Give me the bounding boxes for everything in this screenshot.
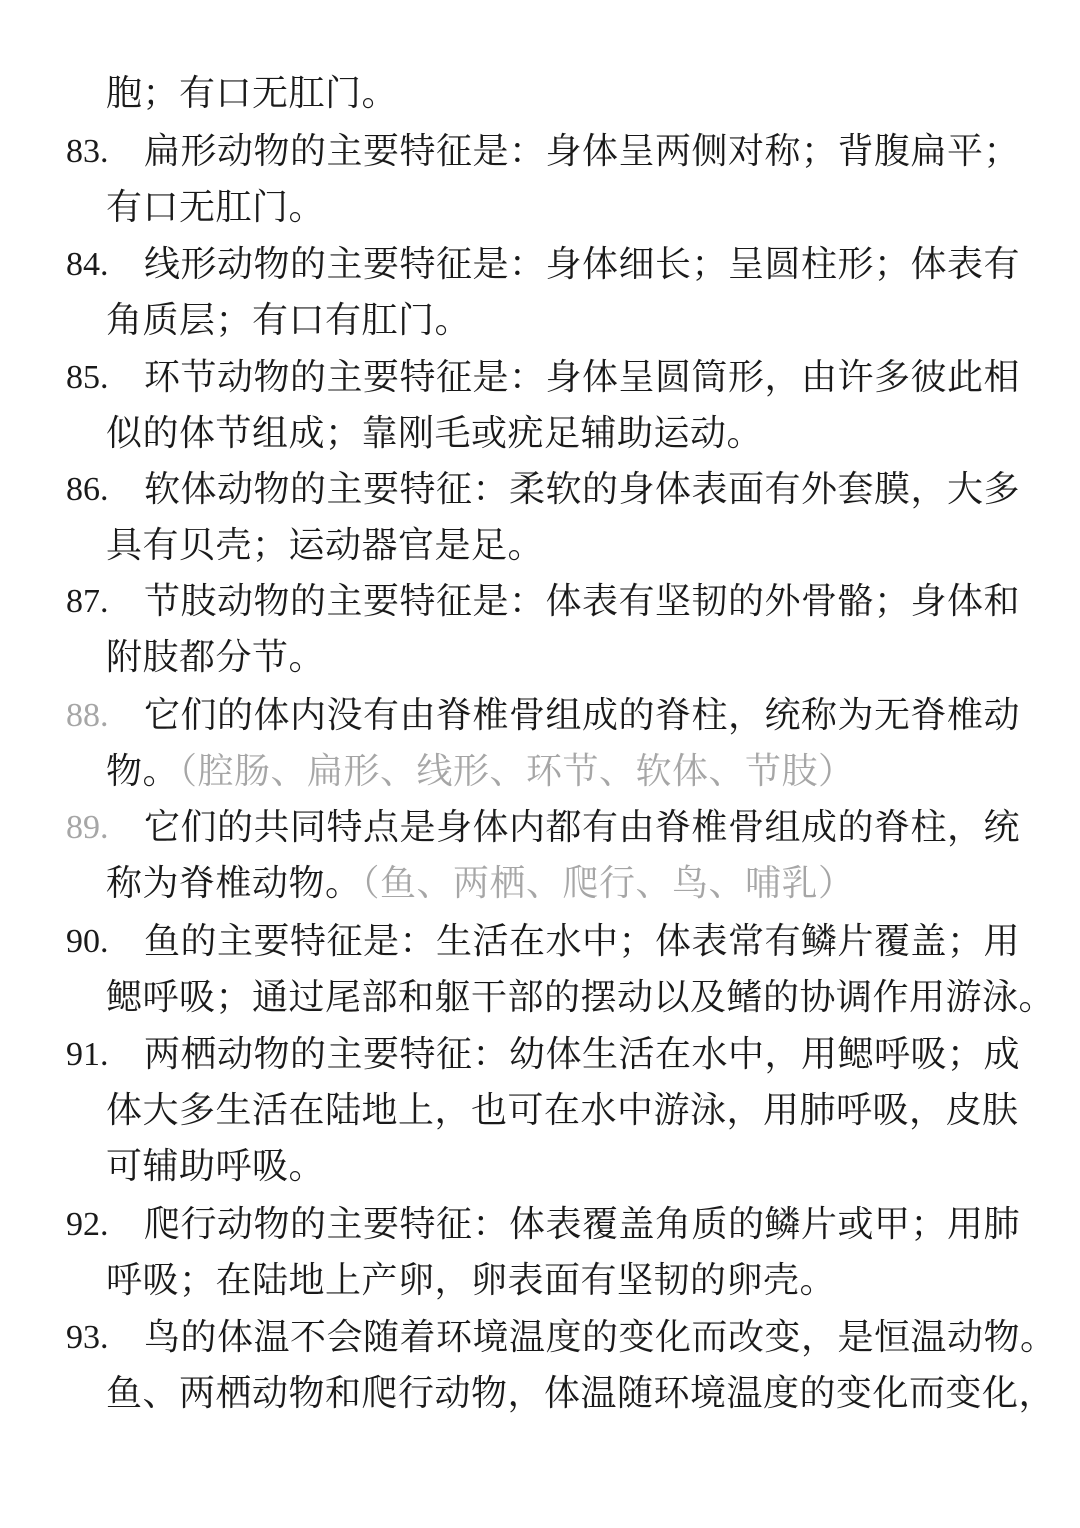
item-88-line-1: 它们的体内没有由脊椎骨组成的脊柱，统称为无脊椎动 <box>144 695 1021 736</box>
item-number-93: 93. <box>66 1319 109 1356</box>
item-87-line-2: 附肢都分节。 <box>106 637 326 678</box>
lead-line: 胞；有口无肛门。 <box>106 73 399 114</box>
item-number-88: 88. <box>66 697 109 734</box>
item-83-line-2: 有口无肛门。 <box>106 187 326 228</box>
item-89-line-2 <box>106 862 855 906</box>
item-number-84: 84. <box>66 246 109 283</box>
item-number-92: 92. <box>66 1206 109 1243</box>
item-89-line-2-text: 称为脊椎动物。 <box>106 863 362 904</box>
item-number-90: 90. <box>66 923 109 960</box>
item-90-line-1: 鱼的主要特征是：生活在水中；体表常有鳞片覆盖；用 <box>144 921 1021 962</box>
item-92-line-2: 呼吸；在陆地上产卵，卵表面有坚韧的卵壳。 <box>106 1260 837 1301</box>
item-88-line-2 <box>106 750 855 794</box>
item-85-line-2: 似的体节组成；靠刚毛或疣足辅助运动。 <box>106 413 764 454</box>
item-84-line-1: 线形动物的主要特征是：身体细长；呈圆柱形；体表有 <box>144 244 1021 285</box>
item-91-line-1: 两栖动物的主要特征：幼体生活在水中，用鳃呼吸；成 <box>144 1034 1021 1075</box>
item-89-note: （鱼、两栖、爬行、鸟、哺乳） <box>361 863 855 904</box>
item-84-line-2: 角质层；有口有肛门。 <box>106 300 472 341</box>
item-86-line-1: 软体动物的主要特征：柔软的身体表面有外套膜，大多 <box>144 469 1021 510</box>
item-number-91: 91. <box>66 1036 109 1073</box>
item-93-line-1: 鸟的体温不会随着环境温度的变化而改变，是恒温动物。 <box>144 1317 1057 1358</box>
item-number-86: 86. <box>66 471 109 508</box>
item-number-87: 87. <box>66 583 109 620</box>
item-83-line-1: 扁形动物的主要特征是：身体呈两侧对称；背腹扁平； <box>144 131 1021 172</box>
item-85-line-1: 环节动物的主要特征是：身体呈圆筒形，由许多彼此相 <box>144 357 1021 398</box>
item-90-line-2: 鳃呼吸；通过尾部和躯干部的摆动以及鳍的协调作用游泳。 <box>106 977 1056 1018</box>
item-87-line-1: 节肢动物的主要特征是：体表有坚韧的外骨骼；身体和 <box>144 581 1021 622</box>
item-number-89: 89. <box>66 809 109 846</box>
item-number-85: 85. <box>66 359 109 396</box>
item-88-note: （腔肠、扁形、线形、环节、软体、节肢） <box>179 751 855 792</box>
item-91-line-3: 可辅助呼吸。 <box>106 1146 326 1187</box>
item-92-line-1: 爬行动物的主要特征：体表覆盖角质的鳞片或甲；用肺 <box>144 1204 1021 1245</box>
item-89-line-1: 它们的共同特点是身体内都有由脊椎骨组成的脊柱，统 <box>144 807 1021 848</box>
item-88-line-2-text: 物。 <box>106 751 180 792</box>
item-93-line-2: 鱼、两栖动物和爬行动物，体温随环境温度的变化而变化， <box>106 1373 1056 1414</box>
item-91-line-2: 体大多生活在陆地上，也可在水中游泳，用肺呼吸，皮肤 <box>106 1090 1019 1131</box>
item-86-line-2: 具有贝壳；运动器官是足。 <box>106 525 545 566</box>
item-number-83: 83. <box>66 133 109 170</box>
